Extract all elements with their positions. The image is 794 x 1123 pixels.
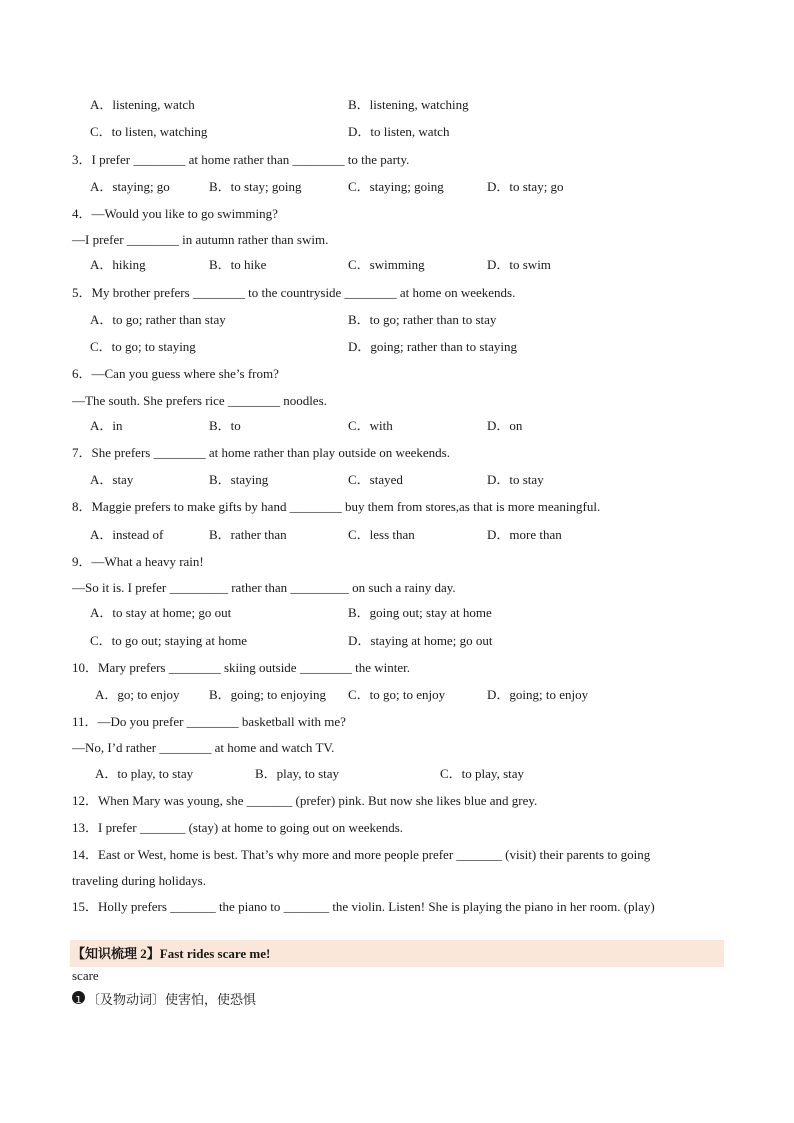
- option-text: B．to hike: [209, 257, 267, 272]
- exercise-line: [0, 578, 794, 598]
- section-title: 【知识梳理 2】Fast rides scare me!: [72, 946, 271, 961]
- option-text: D．to stay: [487, 472, 544, 487]
- question-text: 5．My brother prefers ________ to the countryside ________ at home on weekends.: [72, 285, 516, 300]
- option-text: A．stay: [90, 472, 134, 487]
- exercise-line: [0, 631, 794, 651]
- exercise-line: [0, 364, 794, 384]
- question-text: 13．I prefer _______ (stay) at home to going out on weekends.: [72, 820, 404, 835]
- option-text: C．with: [348, 418, 393, 433]
- question-text: 8．Maggie prefers to make gifts by hand ________ buy them from stores,as that is more meaningful.: [72, 499, 601, 514]
- exercise-line: [0, 685, 794, 705]
- question-text: —No, I’d rather ________ at home and watch TV.: [72, 740, 335, 755]
- definition-line: [0, 991, 794, 1011]
- question-text: 10．Mary prefers ________ skiing outside ________ the winter.: [72, 660, 410, 675]
- option-text: A．to go; rather than stay: [90, 312, 226, 327]
- option-text: D．on: [487, 418, 523, 433]
- exercise-line: [0, 416, 794, 436]
- vocabulary-word-line: [0, 966, 794, 986]
- exercise-line: [0, 204, 794, 224]
- option-text: C．to go; to staying: [90, 339, 196, 354]
- exercise-line: [0, 712, 794, 732]
- exercise-line: [0, 255, 794, 275]
- question-text: 12．When Mary was young, she _______ (prefer) pink. But now she likes blue and grey.: [72, 793, 538, 808]
- question-text: —So it is. I prefer _________ rather than _________ on such a rainy day.: [72, 580, 456, 595]
- section-header: [70, 940, 724, 967]
- question-text: —The south. She prefers rice ________ noodles.: [72, 393, 327, 408]
- exercise-line: [0, 897, 794, 917]
- option-text: A．staying; go: [90, 179, 170, 194]
- option-text: A．listening, watch: [90, 97, 195, 112]
- question-text: —I prefer ________ in autumn rather than swim.: [72, 232, 329, 247]
- option-text: B．staying: [209, 472, 269, 487]
- exercise-line: [0, 95, 794, 115]
- option-text: C．to go out; staying at home: [90, 633, 248, 648]
- option-text: A．go; to enjoy: [95, 687, 180, 702]
- exercise-line: [0, 177, 794, 197]
- exercise-line: [0, 122, 794, 142]
- option-text: D．staying at home; go out: [348, 633, 493, 648]
- exercise-line: [0, 603, 794, 623]
- question-text: traveling during holidays.: [72, 873, 206, 888]
- option-text: A．hiking: [90, 257, 146, 272]
- option-text: A．in: [90, 418, 123, 433]
- exercise-line: [0, 470, 794, 490]
- option-text: B．rather than: [209, 527, 287, 542]
- exercise-line: [0, 845, 794, 865]
- option-text: D．to listen, watch: [348, 124, 450, 139]
- exercise-line: [0, 337, 794, 357]
- option-text: B．to stay; going: [209, 179, 302, 194]
- option-text: D．going; to enjoy: [487, 687, 589, 702]
- option-text: B．going; to enjoying: [209, 687, 327, 702]
- exercise-line: [0, 497, 794, 517]
- option-text: B．to: [209, 418, 241, 433]
- option-text: D．going; rather than to staying: [348, 339, 517, 354]
- vocabulary-word: scare: [72, 968, 99, 983]
- option-text: C．to play, stay: [440, 766, 525, 781]
- definition: [72, 991, 256, 1011]
- option-text: B．listening, watching: [348, 97, 469, 112]
- exercise-line: [0, 552, 794, 572]
- option-text: C．stayed: [348, 472, 403, 487]
- exercise-line: [0, 391, 794, 411]
- option-text: C．less than: [348, 527, 415, 542]
- exercise-line: [0, 525, 794, 545]
- option-text: A．instead of: [90, 527, 164, 542]
- question-text: 3．I prefer ________ at home rather than ________ to the party.: [72, 152, 410, 167]
- exercise-line: [0, 283, 794, 303]
- definition-text: 〔及物动词〕使害怕，使恐惧: [87, 993, 257, 1008]
- exercise-line: [0, 791, 794, 811]
- option-text: A．to stay at home; go out: [90, 605, 232, 620]
- question-text: 15．Holly prefers _______ the piano to _______ the violin. Listen! She is playing the piano in her room. (play): [72, 899, 655, 914]
- option-text: D．more than: [487, 527, 562, 542]
- exercise-line: [0, 310, 794, 330]
- option-text: A．to play, to stay: [95, 766, 194, 781]
- question-text: 14．East or West, home is best. That’s why more and more people prefer _______ (visit) their parents to going: [72, 847, 651, 862]
- exercise-line: [0, 738, 794, 758]
- question-text: 7．She prefers ________ at home rather than play outside on weekends.: [72, 445, 450, 460]
- option-text: D．to swim: [487, 257, 551, 272]
- exercise-line: [0, 871, 794, 891]
- exercise-line: [0, 230, 794, 250]
- exercise-line: [0, 764, 794, 784]
- exercise-line: [0, 443, 794, 463]
- question-text: 11．—Do you prefer ________ basketball with me?: [72, 714, 346, 729]
- exercise-line: [0, 150, 794, 170]
- option-text: B．going out; stay at home: [348, 605, 492, 620]
- exercise-line: [0, 658, 794, 678]
- circled-number-icon: 1: [72, 991, 85, 1004]
- option-text: C．staying; going: [348, 179, 444, 194]
- question-text: 4．—Would you like to go swimming?: [72, 206, 278, 221]
- option-text: B．play, to stay: [255, 766, 340, 781]
- option-text: C．to listen, watching: [90, 124, 208, 139]
- option-text: B．to go; rather than to stay: [348, 312, 497, 327]
- exercise-line: [0, 818, 794, 838]
- question-text: 9．—What a heavy rain!: [72, 554, 204, 569]
- option-text: D．to stay; go: [487, 179, 564, 194]
- option-text: C．to go; to enjoy: [348, 687, 446, 702]
- option-text: C．swimming: [348, 257, 425, 272]
- question-text: 6．—Can you guess where she’s from?: [72, 366, 279, 381]
